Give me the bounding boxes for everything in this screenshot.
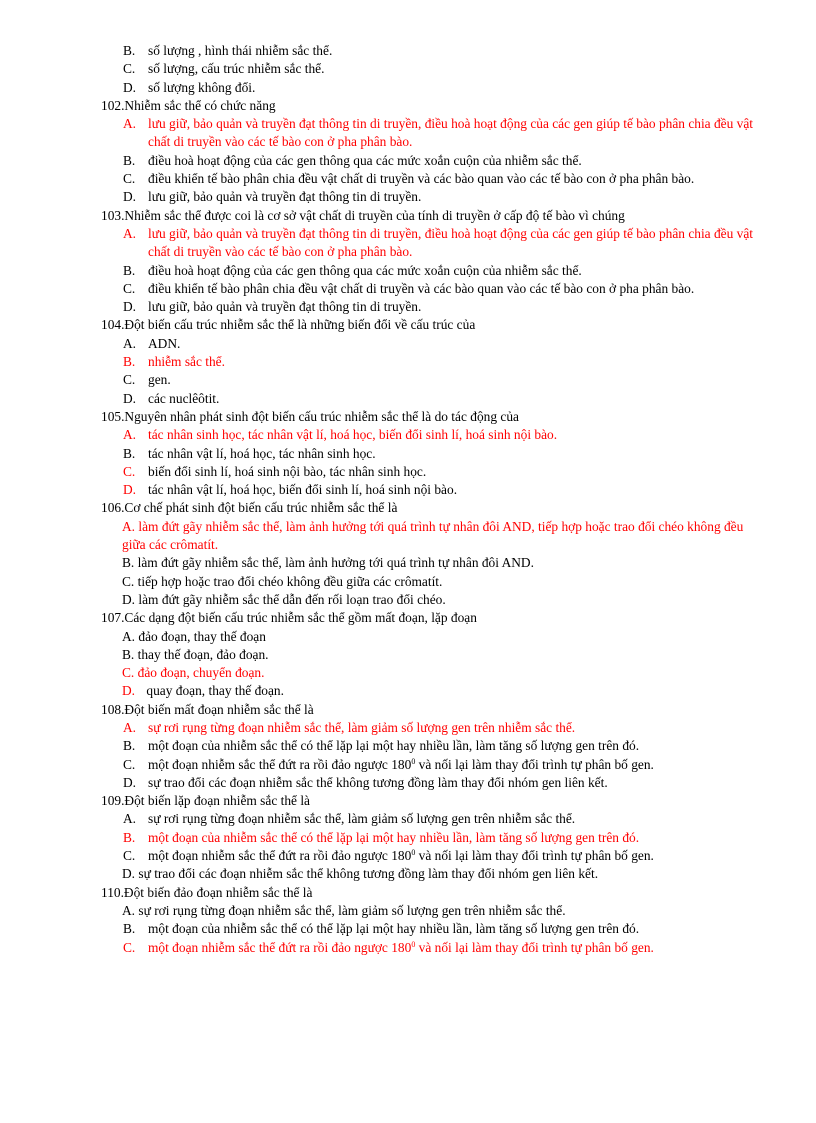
option-text: lưu giữ, bảo quản và truyền đạt thông tin di truyền.: [148, 189, 422, 205]
question-110-stem: 110.Đột biến đảo đoạn nhiễm sắc thể là: [101, 884, 313, 900]
option-text: các nuclêôtit.: [148, 390, 220, 406]
option-text: điều hoà hoạt động của các gen thông qua các mức xoắn cuộn của nhiễm sắc thể.: [148, 152, 582, 168]
option-text-cont: và nối lại làm thay đổi trình tự phân bố gen.: [415, 939, 654, 955]
option-text: điều hoà hoạt động của các gen thông qua các mức xoắn cuộn của nhiễm sắc thể.: [148, 262, 582, 278]
question-104-stem: 104.Đột biến cấu trúc nhiễm sắc thể là những biến đổi về cấu trúc của: [101, 317, 476, 333]
option-letter: C.: [123, 280, 136, 296]
option-110-b: [123, 920, 756, 938]
option-letter: D.: [122, 591, 136, 607]
option-107-b: [122, 646, 756, 664]
option-101-b: [123, 42, 756, 60]
option-text: làm đứt gãy nhiễm sắc thể, làm ảnh hưởng tới quá trình tự nhân đôi AND, tiếp hợp hoặc trao đổi chéo không đều giữa các crômatít.: [122, 518, 744, 553]
degree-superscript: 0: [411, 848, 416, 858]
question-107-stem: 107.Các dạng đột biến cấu trúc nhiễm sắc thể gồm mất đoạn, lặp đoạn: [101, 610, 477, 626]
option-letter: B.: [123, 829, 136, 845]
option-103-d: [123, 298, 756, 316]
option-letter: D.: [123, 189, 137, 205]
option-text: ADN.: [148, 335, 181, 351]
option-108-c: [123, 756, 756, 774]
option-letter: C.: [123, 372, 136, 388]
option-105-b: [123, 445, 756, 463]
option-103-c: [123, 280, 756, 298]
question-105-stem: 105.Nguyên nhân phát sinh đột biến cấu trúc nhiễm sắc thể là do tác động của: [101, 408, 519, 424]
option-text: làm đứt gãy nhiễm sắc thể, làm ảnh hưởng tới quá trình tự nhân đôi AND.: [137, 555, 534, 571]
option-letter: A.: [123, 335, 137, 351]
option-letter: B.: [122, 646, 135, 662]
option-text: số lượng, cấu trúc nhiễm sắc thể.: [148, 61, 325, 77]
degree-superscript: 0: [411, 939, 416, 949]
option-106-b: [122, 554, 756, 572]
option-letter: B.: [123, 354, 136, 370]
option-text: tiếp hợp hoặc trao đổi chéo không đều giữa các crômatít.: [137, 573, 443, 589]
question-109-stem: 109.Đột biến lặp đoạn nhiễm sắc thể là: [101, 793, 310, 809]
option-letter: B.: [123, 43, 136, 58]
option-101-d: [123, 79, 756, 97]
option-105-a: [123, 426, 756, 444]
option-letter: C.: [123, 939, 136, 955]
option-106-c: [122, 573, 756, 591]
option-letter: D.: [123, 79, 137, 95]
option-text: một đoạn nhiễm sắc thể đứt ra rồi đảo ngược 180: [148, 848, 412, 864]
option-102-c: [123, 170, 756, 188]
option-text: tác nhân vật lí, hoá học, tác nhân sinh học.: [148, 445, 376, 461]
option-letter: D.: [123, 774, 137, 790]
option-text: sự trao đổi các đoạn nhiễm sắc thể không tương đồng làm thay đổi nhóm gen liên kết.: [148, 774, 608, 790]
option-text: một đoạn nhiễm sắc thể đứt ra rồi đảo ngược 180: [148, 939, 412, 955]
option-letter: A.: [123, 427, 137, 443]
option-104-b: [123, 353, 756, 371]
option-103-b: [123, 262, 756, 280]
option-text: sự trao đổi các đoạn nhiễm sắc thể không tương đồng làm thay đổi nhóm gen liên kết.: [138, 866, 599, 882]
option-text-cont: và nối lại làm thay đổi trình tự phân bố gen.: [415, 848, 654, 864]
option-letter: B.: [122, 555, 135, 571]
degree-superscript: 0: [411, 756, 416, 766]
option-108-b: [123, 737, 756, 755]
option-text: đảo đoạn, chuyển đoạn.: [137, 665, 265, 681]
option-letter: C.: [123, 61, 136, 77]
option-103-a: [123, 225, 756, 262]
option-107-a: [122, 628, 756, 646]
option-109-b: [123, 829, 756, 847]
option-109-d: [122, 865, 756, 883]
option-text: một đoạn của nhiễm sắc thể có thể lặp lại một hay nhiều lần, làm tăng số lượng gen trên đó.: [148, 829, 640, 845]
option-104-c: [123, 371, 756, 389]
option-letter: A.: [122, 628, 136, 644]
option-letter: D.: [123, 390, 137, 406]
question-102-stem: 102.Nhiễm sắc thể có chức năng: [101, 97, 276, 113]
option-letter: A.: [122, 902, 136, 918]
option-text: thay thế đoạn, đảo đoạn.: [137, 646, 269, 662]
option-text: sự rơi rụng từng đoạn nhiễm sắc thể, làm giảm số lượng gen trên nhiễm sắc thể.: [138, 902, 566, 918]
question-108-stem: 108.Đột biến mất đoạn nhiễm sắc thể là: [101, 701, 314, 717]
question-101-tail: [0, 42, 816, 97]
option-text: một đoạn của nhiễm sắc thể có thể lặp lại một hay nhiều lần, làm tăng số lượng gen trên đó.: [148, 738, 640, 754]
option-text: lưu giữ, bảo quản và truyền đạt thông tin di truyền.: [148, 299, 422, 315]
option-106-d: [122, 591, 756, 609]
option-letter: D.: [122, 866, 136, 882]
option-letter: B.: [123, 152, 136, 168]
option-letter: D.: [123, 299, 137, 315]
option-letter: B.: [123, 262, 136, 278]
option-letter: D.: [122, 683, 136, 699]
option-110-c: [123, 939, 756, 957]
option-104-d: [123, 390, 756, 408]
option-text: đảo đoạn, thay thế đoạn: [138, 628, 266, 644]
option-109-a: [123, 810, 756, 828]
option-text: gen.: [148, 372, 171, 388]
option-letter: B.: [123, 738, 136, 754]
option-letter: A.: [122, 518, 136, 534]
option-text: điều khiển tế bào phân chia đều vật chất di truyền và các bào quan vào các tế bào con ở pha phân bào.: [148, 171, 695, 187]
option-letter: C.: [122, 665, 135, 681]
option-102-b: [123, 152, 756, 170]
option-text: một đoạn nhiễm sắc thể đứt ra rồi đảo ngược 180: [148, 756, 412, 772]
option-108-d: [123, 774, 756, 792]
option-text: số lượng không đổi.: [148, 79, 256, 95]
option-108-a: [123, 719, 756, 737]
option-102-a: [123, 115, 756, 152]
option-letter: C.: [123, 463, 136, 479]
option-107-c: [122, 664, 756, 682]
option-letter: A.: [123, 811, 137, 827]
option-text: lưu giữ, bảo quản và truyền đạt thông tin di truyền, điều hoà hoạt động của các gen giúp tế bào phân chia đều vật chất di truyền vào các tế bào con ở pha phân bào.: [148, 116, 754, 150]
option-105-d: [123, 481, 756, 499]
option-105-c: [123, 463, 756, 481]
option-letter: C.: [123, 756, 136, 772]
option-106-a: [122, 518, 756, 555]
question-103-stem: 103.Nhiễm sắc thể được coi là cơ sở vật chất di truyền của tính di truyền ở cấp độ tế bào vì chúng: [101, 207, 625, 223]
option-text: điều khiển tế bào phân chia đều vật chất di truyền và các bào quan vào các tế bào con ở pha phân bào.: [148, 280, 695, 296]
document-page: [0, 42, 816, 957]
option-text: tác nhân sinh học, tác nhân vật lí, hoá học, biến đổi sinh lí, hoá sinh nội bào.: [148, 427, 558, 443]
option-text: quay đoạn, thay thế đoạn.: [146, 683, 284, 699]
option-letter: C.: [123, 848, 136, 864]
option-text: làm đứt gãy nhiễm sắc thể dẫn đến rối loạn trao đổi chéo.: [138, 591, 446, 607]
option-text: lưu giữ, bảo quản và truyền đạt thông tin di truyền, điều hoà hoạt động của các gen giúp tế bào phân chia đều vật chất di truyền vào các tế bào con ở pha phân bào.: [148, 225, 754, 260]
option-text-cont: và nối lại làm thay đổi trình tự phân bố gen.: [415, 756, 654, 772]
option-letter: B.: [123, 921, 136, 937]
option-107-d: [122, 682, 756, 700]
option-109-c: [123, 847, 756, 865]
option-110-a: [122, 902, 756, 920]
option-letter: A.: [123, 225, 137, 241]
option-letter: C.: [123, 171, 136, 187]
option-text: tác nhân vật lí, hoá học, biến đổi sinh lí, hoá sinh nội bào.: [148, 482, 458, 498]
question-106-stem: 106.Cơ chế phát sinh đột biến cấu trúc nhiễm sắc thể là: [101, 500, 398, 516]
option-letter: D.: [123, 482, 137, 498]
option-letter: C.: [122, 573, 135, 589]
option-text: biến đổi sinh lí, hoá sinh nội bào, tác nhân sinh học.: [148, 463, 427, 479]
option-102-d: [123, 188, 756, 206]
option-text: số lượng , hình thái nhiễm sắc thể.: [148, 43, 333, 58]
option-text: sự rơi rụng từng đoạn nhiễm sắc thể, làm giảm số lượng gen trên nhiễm sắc thể.: [148, 811, 576, 827]
option-letter: B.: [123, 445, 136, 461]
option-letter: A.: [123, 116, 137, 132]
option-letter: A.: [123, 719, 137, 735]
option-104-a: [123, 335, 756, 353]
option-text: nhiễm sắc thể.: [148, 354, 225, 370]
option-text: một đoạn của nhiễm sắc thể có thể lặp lại một hay nhiều lần, làm tăng số lượng gen trên đó.: [148, 921, 640, 937]
option-101-c: [123, 60, 756, 78]
option-text: sự rơi rụng từng đoạn nhiễm sắc thể, làm giảm số lượng gen trên nhiễm sắc thể.: [148, 719, 576, 735]
